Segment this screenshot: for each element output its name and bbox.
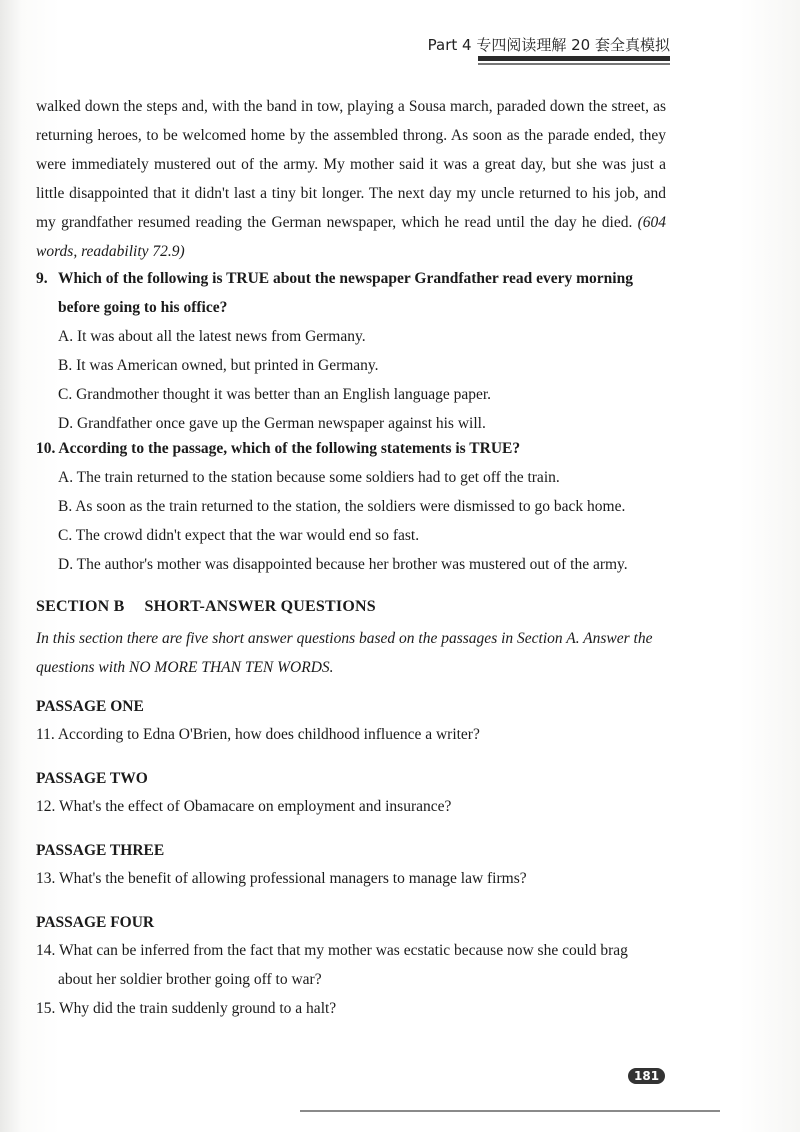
question-number: 10. bbox=[36, 440, 56, 457]
passage-two-heading: PASSAGE TWO bbox=[36, 770, 148, 787]
question-line: 14. What can be inferred from the fact that my mother was ecstatic because now she could brag bbox=[36, 942, 628, 959]
header-rule-thin bbox=[478, 63, 670, 65]
option-d: D. Grandfather once gave up the German newspaper against his will. bbox=[58, 415, 486, 432]
section-b-heading bbox=[36, 598, 376, 616]
option-c: C. Grandmother thought it was better than an English language paper. bbox=[58, 386, 492, 403]
option-c: C. The crowd didn't expect that the war would end so fast. bbox=[58, 527, 420, 544]
short-answer-question-12: 12. What's the effect of Obamacare on employment and insurance? bbox=[36, 798, 452, 815]
running-header: Part 4 专四阅读理解 20 套全真模拟 bbox=[427, 36, 670, 54]
question-stem bbox=[36, 434, 672, 463]
bottom-rule bbox=[300, 1110, 720, 1112]
short-answer-question-15: 15. Why did the train suddenly ground to a halt? bbox=[36, 1000, 337, 1017]
passage-ending bbox=[36, 92, 666, 266]
section-label: SECTION B bbox=[36, 598, 125, 615]
short-answer-question-13: 13. What's the benefit of allowing professional managers to manage law firms? bbox=[36, 870, 527, 887]
passage-one-heading: PASSAGE ONE bbox=[36, 698, 144, 715]
header-rule bbox=[478, 56, 670, 61]
section-title: SHORT-ANSWER QUESTIONS bbox=[144, 598, 376, 615]
option-b: B. As soon as the train returned to the station, the soldiers were dismissed to go back home. bbox=[58, 498, 626, 515]
passage-three-heading: PASSAGE THREE bbox=[36, 842, 165, 859]
section-instructions: In this section there are five short answer questions based on the passages in Section A. Answer the questions with NO MORE THAN TEN WORDS. bbox=[36, 630, 653, 676]
option-a: A. The train returned to the station because some soldiers had to get off the train. bbox=[58, 469, 560, 486]
question-stem bbox=[36, 264, 672, 293]
question-stem-line: According to the passage, which of the following statements is TRUE? bbox=[58, 440, 521, 457]
short-answer-question-14 bbox=[36, 936, 666, 1023]
question-9 bbox=[36, 264, 672, 438]
question-10 bbox=[36, 434, 672, 579]
question-stem-line: Which of the following is TRUE about the newspaper Grandfather read every morning bbox=[58, 270, 633, 287]
option-d: D. The author's mother was disappointed because her brother was mustered out of the army. bbox=[58, 556, 628, 573]
option-a: A. It was about all the latest news from Germany. bbox=[58, 328, 366, 345]
page-number: 181 bbox=[628, 1068, 665, 1084]
short-answer-question-11: 11. According to Edna O'Brien, how does childhood influence a writer? bbox=[36, 726, 480, 743]
question-stem-line: before going to his office? bbox=[58, 299, 228, 316]
passage-stats: (604 words, readability 72.9) bbox=[36, 214, 667, 260]
option-b: B. It was American owned, but printed in Germany. bbox=[58, 357, 379, 374]
question-line: about her soldier brother going off to war? bbox=[58, 971, 322, 988]
question-number: 9. bbox=[36, 270, 48, 287]
passage-text: walked down the steps and, with the band in tow, playing a Sousa march, paraded down the street, as returning heroes, to be welcomed home by the assembled throng. As soon as the parade ended, they were immediately mustered out of the army. My mother said it was a great day, but she was just a little disappointed that it didn't last a tiny bit longer. The next day my uncle returned to his job, and my grandfather resumed reading the German newspaper, which he read until the day he died. bbox=[36, 98, 666, 231]
passage-four-heading: PASSAGE FOUR bbox=[36, 914, 155, 931]
